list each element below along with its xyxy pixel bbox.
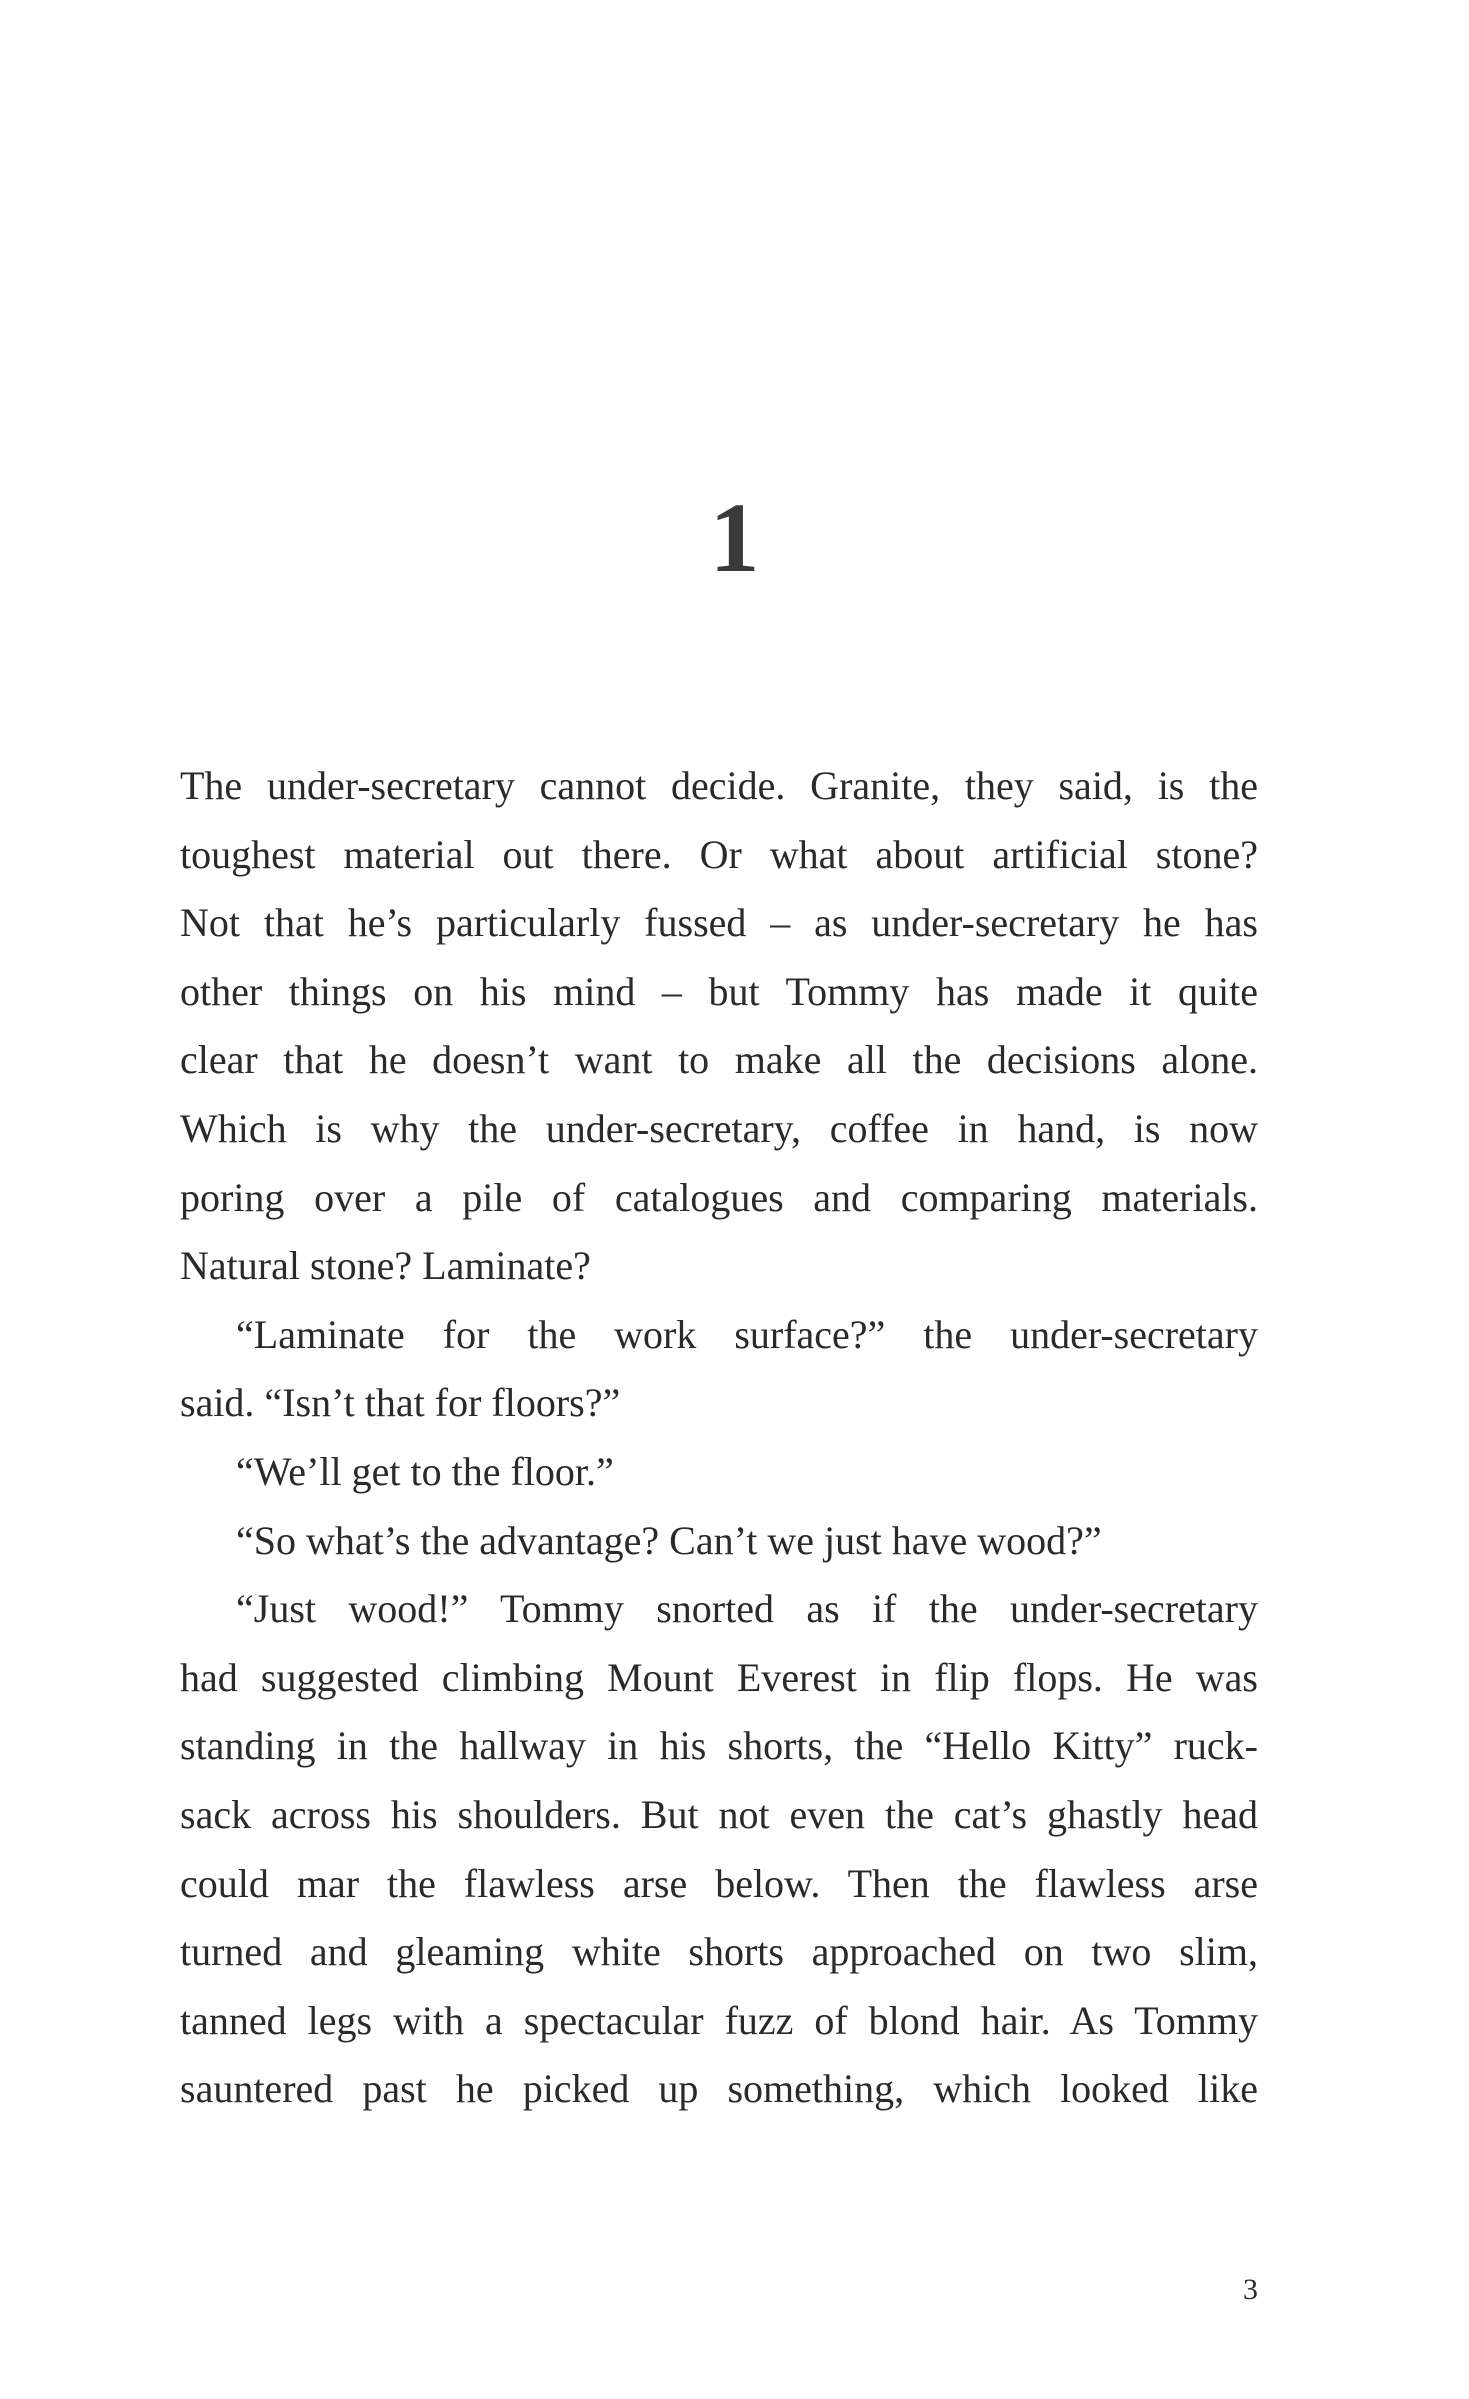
text-line: “Laminate for the work surface?” the under-secretary xyxy=(236,1311,1258,1357)
chapter-number: 1 xyxy=(709,482,760,593)
text-line: toughest material out there. Or what about artificial stone? xyxy=(180,831,1258,877)
text-line: turned and gleaming white shorts approached on two slim, xyxy=(180,1929,1258,1975)
text-line: sack across his shoulders. But not even the cat’s ghastly head xyxy=(180,1791,1258,1837)
text-line: had suggested climbing Mount Everest in flip flops. He was xyxy=(180,1654,1258,1700)
text-line: tanned legs with a spectacular fuzz of blond hair. As Tommy xyxy=(180,1997,1258,2043)
text-line: “Just wood!” Tommy snorted as if the under-secretary xyxy=(236,1586,1258,1632)
text-line: other things on his mind – but Tommy has made it quite xyxy=(180,968,1258,1014)
body-text xyxy=(180,752,1258,2124)
text-line: The under-secretary cannot decide. Granite, they said, is the xyxy=(180,763,1258,808)
text-line: standing in the hallway in his shorts, the “Hello Kitty” ruck- xyxy=(180,1723,1258,1769)
text-line: “So what’s the advantage? Can’t we just have wood?” xyxy=(236,1517,1102,1563)
text-line: sauntered past he picked up something, which looked like xyxy=(180,2066,1258,2112)
text-line: poring over a pile of catalogues and comparing materials. xyxy=(180,1174,1258,1220)
text-line: Which is why the under-secretary, coffee in hand, is now xyxy=(180,1105,1258,1151)
text-line: Natural stone? Laminate? xyxy=(180,1243,591,1289)
text-line: “We’ll get to the floor.” xyxy=(236,1448,614,1494)
text-line: could mar the flawless arse below. Then the flawless arse xyxy=(180,1860,1258,1906)
text-line: Not that he’s particularly fussed – as under-secretary he has xyxy=(180,900,1258,946)
page-number: 3 xyxy=(1243,2273,1258,2306)
text-line: clear that he doesn’t want to make all the decisions alone. xyxy=(180,1037,1258,1083)
text-line: said. “Isn’t that for floors?” xyxy=(180,1380,621,1426)
